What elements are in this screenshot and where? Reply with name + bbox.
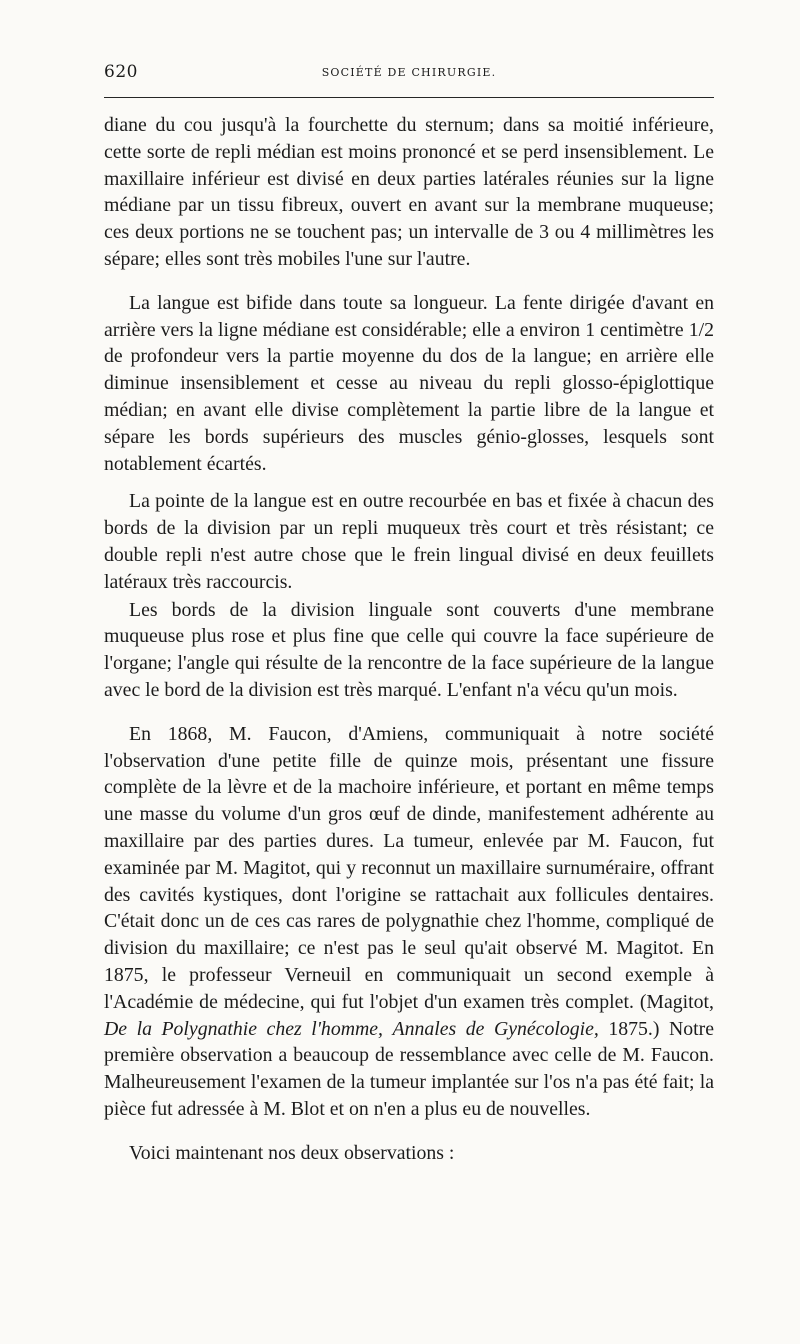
paragraph-faucon	[104, 721, 714, 1123]
closing-line: Voici maintenant nos deux observations :	[129, 1141, 455, 1164]
paragraph-faucon-text-b: 1875.) Notre première observation a beaucoup de ressemblance avec celle de M. Faucon. Malheureusement l'examen de la tumeur implantée sur l'os n'a pas été fait; la pièce fut adressée à M. Blot et on n'en a plus eu de nouvelles.	[104, 1017, 714, 1120]
running-title: SOCIÉTÉ DE CHIRURGIE.	[321, 66, 497, 79]
italic-title: De la Polygnathie chez l'homme,	[104, 1017, 384, 1040]
header-rule	[104, 97, 714, 98]
paragraph-tongue-tip: La pointe de la langue est en outre recourbée en bas et fixée à chacun des bords de la division par un repli muqueux très court et très résistant; ce double repli n'est autre chose que le frein lingual divisé en deux feuillets latéraux très raccourcis.	[104, 490, 714, 593]
page-number: 620	[104, 62, 138, 82]
italic-journal: Annales de Gynécologie,	[392, 1017, 599, 1040]
paragraph-continuation: diane du cou jusqu'à la fourchette du sternum; dans sa moitié inférieure, cette sorte de repli médian est moins prononcé et se perd insensiblement. Le maxillaire inférieur est divisé en deux parties latérales réunies sur la ligne médiane par un tissu fibreux, ouvert en avant sur la membrane muqueuse; ces deux portions ne se touchent pas; un intervalle de 3 ou 4 millimètres les sépare; elles sont très mobiles l'une sur l'autre.	[104, 114, 714, 270]
page-header	[104, 62, 714, 88]
body-text	[104, 112, 714, 1166]
paragraph-tongue: La langue est bifide dans toute sa longueur. La fente dirigée d'avant en arrière vers la ligne médiane est considérable; elle a environ 1 centimètre 1/2 de profondeur vers la partie moyenne du dos de la langue; en arrière elle diminue insensiblement et cesse au niveau du repli glosso-épiglottique médian; en avant elle divise complètement la partie libre de la langue et sépare les bords supérieurs des muscles génio-glosses, lesquels sont notablement écartés.	[104, 291, 714, 475]
paragraph-faucon-text-a: En 1868, M. Faucon, d'Amiens, communiquait à notre société l'observation d'une petite fille de quinze mois, présentant une fissure complète de la lèvre et de la machoire inférieure, et portant en même temps une masse du volume d'un gros œuf de dinde, manifestement adhérente au maxillaire par des parties dures. La tumeur, enlevée par M. Faucon, fut examinée par M. Magitot, qui y reconnut un maxillaire surnuméraire, offrant des cavités kystiques, dont l'origine se rattachait aux follicules dentaires. C'était donc un de ces cas rares de polygnathie chez l'homme, compliqué de division du maxillaire; ce n'est pas le seul qu'ait observé M. Magitot. En 1875, le professeur Verneuil en communiquait un second exemple à l'Académie de médecine, qui fut l'objet d'un examen très complet. (Magitot,	[104, 722, 714, 1013]
paragraph-lingual-edges: Les bords de la division linguale sont couverts d'une membrane muqueuse plus rose et plus fine que celle qui couvre la face supérieure de l'organe; l'angle qui résulte de la rencontre de la face supérieure de la langue avec le bord de la division est très marqué. L'enfant n'a vécu qu'un mois.	[104, 598, 714, 701]
